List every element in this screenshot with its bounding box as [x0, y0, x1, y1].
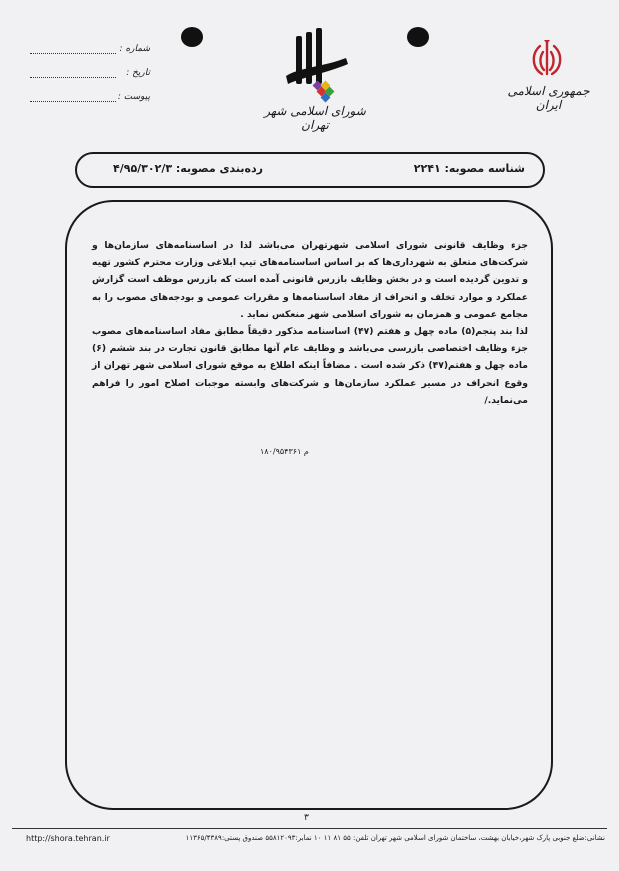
punch-hole-left: [181, 27, 203, 47]
resolution-bar: [75, 152, 545, 188]
meta-attachment-label: پیوست :: [117, 92, 150, 102]
meta-date-label: تاریخ :: [126, 68, 150, 78]
footer-divider: [12, 828, 607, 829]
meta-number-line: [30, 53, 116, 54]
reference-code: م ۱۸۰/۹۵۴۳۶۱: [260, 447, 309, 456]
meta-date: [30, 68, 150, 82]
meta-number-label: شماره :: [119, 44, 150, 54]
page-number: ۳: [304, 813, 309, 823]
resolution-classification: رده‌بندی مصوبه: ۴/۹۵/۳۰۲/۳: [113, 162, 263, 175]
meta-attachment: [30, 92, 150, 106]
paragraph-2: لذا بند پنجم(۵) ماده چهل و هفتم (۴۷) اساسنامه مذکور دقیقاً مطابق مفاد اساسنامه‌های مصوب جزء وظایف اختصاصی بازرسی می‌باشد و وظایف عام آنها مطابق قانون تجارت در بند ششم (۶) ماده چهل و هفتم(۴۷) ذکر شده است . مضافاً اینکه اطلاع به موقع شورای اسلامی شهر تهران از وقوع انحراف در مسیر عملکرد سازمان‌ها و شرکت‌های وابسته موجبات اصلاح امور را فراهم می‌نماید./: [92, 326, 528, 406]
footer-url[interactable]: http://shora.tehran.ir: [26, 834, 110, 843]
punch-hole-right: [407, 27, 429, 47]
meta-number: [30, 44, 150, 58]
country-name: جمهوری اسلامی ایران: [507, 84, 590, 112]
body-text: [92, 237, 528, 409]
tehran-council-logo-icon: [278, 24, 352, 104]
meta-attachment-line: [30, 101, 116, 102]
resolution-number: شناسه مصوبه: ۲۲۴۱: [413, 162, 525, 175]
iran-emblem-icon: [527, 38, 567, 80]
meta-date-line: [30, 77, 116, 78]
council-name: شورای اسلامی شهر تهران: [264, 104, 366, 132]
footer-address: نشانی:ضلع جنوبی پارک شهر،خیابان بهشت، ساختمان شورای اسلامی شهر تهران تلفن: ۵۵ ۸۱ ۱۱ ۱۰ نمابر:۵۵۸۱۲۰۹۳ صندوق پستی:۱۱۳۶۵/۴۳۸۹: [185, 834, 605, 842]
paragraph-1: جزء وظایف قانونی شورای اسلامی شهرتهران می‌باشد لذا در اساسنامه‌های سازمان‌ها و شرکت‌های متعلق به شهرداری‌ها که بر اساس اساسنامه‌های تیپ ابلاغی وزارت محترم کشور تهیه و تدوین گردیده است و در بخش وظایف بازرس قانونی آمده است که بازرس موظف است گزارش عملکرد و موارد تخلف و انحراف از مفاد اساسنامه‌ها و مقررات عمومی و بودجه‌های مصوب را به مجامع عمومی و همزمان به شورای اسلامی شهر منعکس نماید .: [92, 240, 528, 320]
